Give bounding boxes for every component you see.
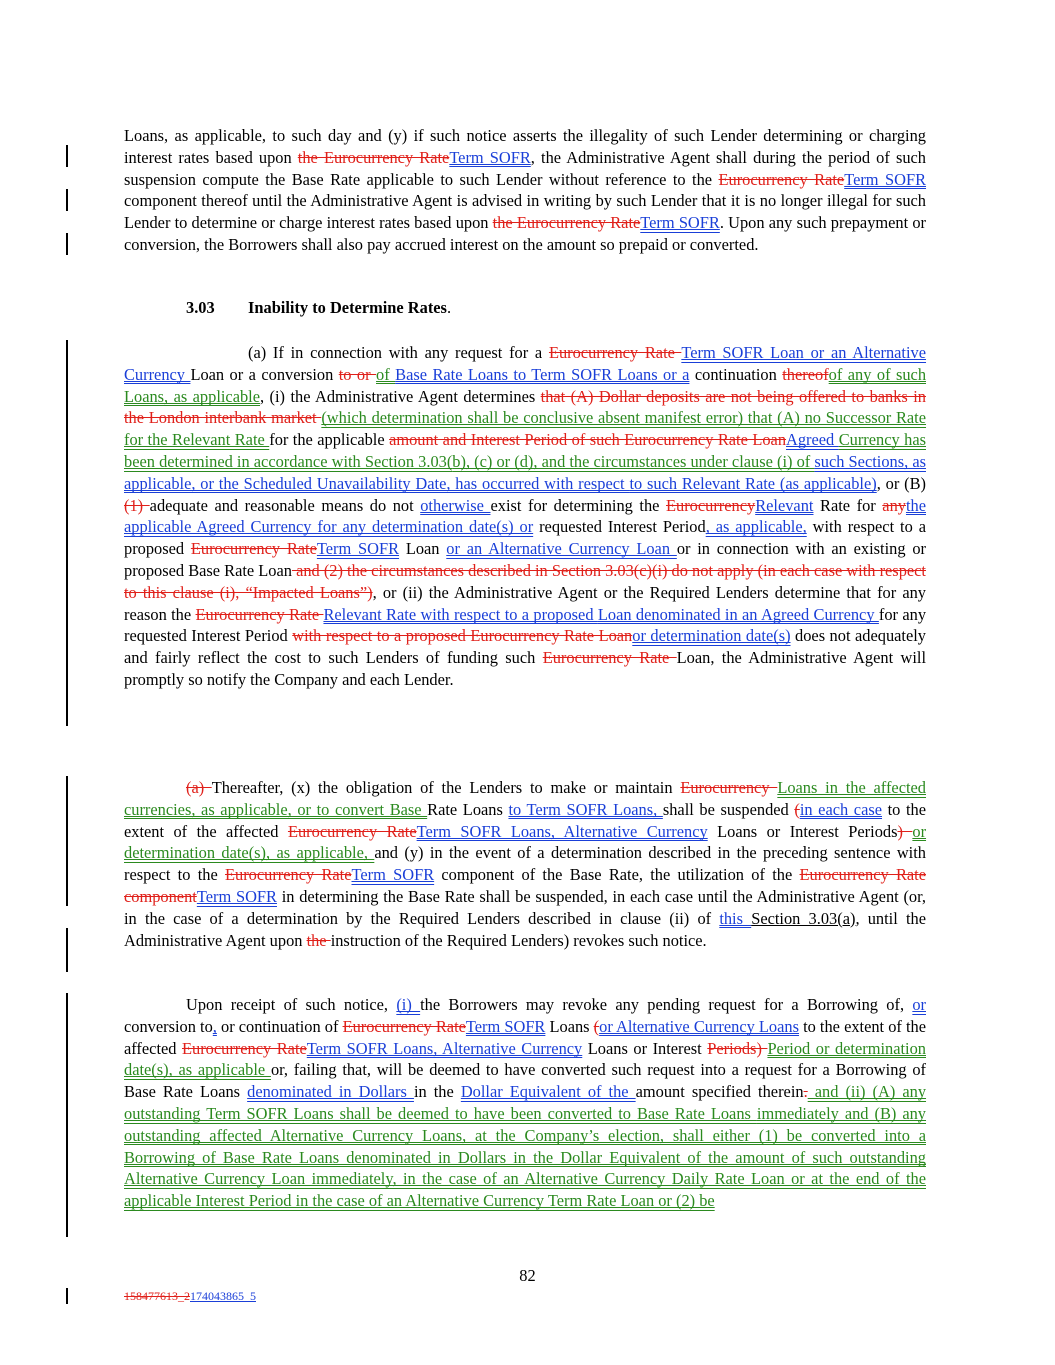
inserted-text: or determination date(s) [632, 626, 791, 646]
inserted-text-moved: immediately and (B) any outstanding affected Alternative Currency Loans, at the Company’s election, shall either (1) be converted into a Borrowing of Base Rate Loans denominated in Dollars in the Dollar Equivalent of the amount of such outstanding Alternative Currency Loan immediately, in the case of an Alternative Currency Daily Rate Loan or at the end of the applicable Interest Period in the case of an Alternative Currency Term Rate Loan or (2) be [124, 1103, 927, 1211]
deleted-text: and (2) the circumstances described in Section 3.03(c)(i) do not apply (in each case with respect to this clause (i), “Impacted Loans”) [124, 560, 926, 602]
text-run: does not adequately and fairly reflect the cost to such Lenders of funding such [124, 626, 926, 668]
deleted-text: Eurocurrency Rate [287, 821, 417, 841]
text-run: to the extent of the affected [124, 1016, 927, 1058]
inserted-text: Dollar Equivalent of the [460, 1082, 636, 1102]
inserted-text: this [719, 908, 752, 928]
inserted-text-moved: of any of such Loans, as applicable [124, 364, 927, 406]
text-run: Loan, the Administrative Agent will promptly so notify the Company and each Lender. [124, 648, 927, 689]
text-run: for any requested Interest Period [124, 604, 927, 646]
inserted-text: Term SOFR [351, 865, 435, 885]
text-run: , the Administrative Agent shall during the period of such suspension compute the Base Rate applicable to such Lender without reference to the [124, 147, 926, 189]
inserted-text-moved: Period or determination date(s), as applicable [124, 1038, 926, 1080]
deleted-text: with respect to a proposed Eurocurrency Rate Loan [292, 626, 633, 646]
text-run: the Borrowers may revoke any pending request for a Borrowing of, [420, 995, 913, 1014]
text-run: , (i) the Administrative Agent determines [260, 386, 541, 406]
section-title-period: . [446, 298, 452, 317]
deleted-text: (a) [186, 778, 212, 797]
deleted-text: ( [593, 1016, 600, 1036]
change-bar [66, 340, 68, 726]
inserted-text-moved: or determination date(s), as applicable, [124, 821, 927, 863]
inserted-text: Agreed [786, 430, 839, 450]
inserted-text: (i) [396, 995, 421, 1014]
text-run: component thereof until the Administrative Agent is advised in writing by such Lender that it is no longer illegal for such Lender to determine or charge interest rates based upon [124, 191, 926, 233]
text-run: Thereafter, (x) the obligation of the Lenders to make or maintain [211, 778, 681, 797]
change-bar [66, 189, 68, 211]
inserted-text-moved: of [376, 364, 396, 384]
text-run: or continuation of [216, 1016, 343, 1036]
document-id-inserted: 174043865_5 [190, 1289, 256, 1303]
deleted-text: ( [794, 799, 800, 819]
text-run: (a) If in connection with any request for a [248, 343, 549, 362]
deleted-text: the Eurocurrency Rate [297, 147, 450, 167]
inserted-text-moved: b), (c) or (d), and the circumstances under clause (i) of [452, 451, 815, 471]
inserted-text: Base Rate Loans to Term SOFR Loans or a [395, 364, 690, 384]
change-bar [66, 233, 68, 255]
text-run: with respect to a proposed [124, 517, 926, 559]
deleted-text: amount and Interest Period of such Eurocurrency Rate Loan [389, 430, 787, 450]
text-run: Upon receipt of such notice, [186, 995, 397, 1014]
inserted-text: denominated in Dollars [247, 1082, 414, 1102]
deleted-text: the [306, 930, 331, 950]
inserted-text: Term SOFR [316, 539, 400, 559]
inserted-text: Term SOFR [640, 213, 720, 233]
inserted-text: the applicable Agreed Currency for any determination date(s) or [124, 495, 926, 537]
deleted-text: that (A) Dollar deposits are not being offered to banks in the London interbank market [124, 386, 926, 428]
text-run: , until the Administrative Agent upon [124, 908, 926, 950]
paragraph-3-03-a [124, 342, 926, 691]
text-run: , or (B) [876, 473, 927, 493]
text-run: Loan [399, 539, 447, 559]
text-run: . Upon any such prepayment or conversion, the Borrowers shall also pay accrued interest on the amount so prepaid or converted. [124, 213, 926, 254]
text-run: Loans or Interest Periods [707, 821, 898, 841]
inserted-text: Term SOFR Loan or an Alternative Currency [124, 343, 927, 384]
text-run: component of the Base Rate, the utilization of the [434, 865, 800, 885]
deleted-text: Eurocurrency Rate component [124, 865, 926, 906]
text-run: Rate Loans [427, 799, 509, 819]
deleted-text: ) [897, 821, 913, 841]
deleted-text: Periods) [707, 1038, 768, 1058]
deleted-text: Eurocurrency Rate [190, 539, 317, 559]
text-run: for the applicable [269, 430, 390, 450]
deleted-text: thereof [782, 364, 829, 384]
section-title: Inability to Determine Rates [248, 298, 447, 317]
document-id [124, 1289, 256, 1304]
text-run: continuation [689, 364, 783, 384]
inserted-text: Relevant [755, 495, 814, 515]
inserted-text: Loan denominated in an Agreed Currency [597, 604, 879, 624]
deleted-text: Eurocurrency Rate [225, 865, 352, 885]
section-number: 3.03 [186, 298, 215, 317]
text-run: in the [413, 1082, 461, 1102]
inserted-text-moved: and (ii) (A) any outstanding Term SOFR Loans shall be deemed to have been converted to Base Rate Loans [124, 1082, 927, 1123]
text-run: Loans or Interest [582, 1038, 708, 1058]
text-run: and (y) in the event of a determination described in the preceding sentence with respect to the [124, 843, 926, 885]
inserted-text: Term SOFR Loans, Alternative Currency [416, 821, 708, 841]
inserted-text: Relevant Rate with respect to a proposed [323, 604, 598, 624]
deleted-text: . [803, 1082, 808, 1102]
inserted-text-moved: (which determination shall be conclusive absent manifest error) that (A) no Successor Rate for the Relevant Rate [124, 408, 927, 450]
underlined-reference: Section 3.03(a) [751, 908, 856, 928]
text-run: requested Interest Period [533, 517, 706, 537]
inserted-text: , [212, 1016, 217, 1036]
deleted-text: Eurocurrency Rate [548, 343, 682, 362]
text-run: exist for determining the [490, 495, 666, 515]
page-number: 82 [519, 1266, 536, 1285]
inserted-text-moved: Loans in the affected currencies, as applicable, or to convert Base [124, 778, 926, 819]
text-run: , or (ii) the Administrative Agent or the Required Lenders determine that for any reason the [124, 582, 927, 624]
change-bar [66, 993, 68, 1237]
deleted-text: the Eurocurrency Rate [492, 213, 641, 233]
deleted-text: (1) [124, 495, 150, 515]
text-run: conversion to [124, 1016, 213, 1036]
inserted-text: , as applicable, [705, 517, 807, 537]
inserted-text-moved: Currency has been determined in accordance with Section 3.03( [124, 430, 926, 471]
inserted-text: to Term SOFR Loans, [508, 799, 663, 819]
text-run: shall be suspended [662, 799, 795, 819]
text-run: adequate and reasonable means do not [149, 495, 421, 515]
deleted-text: Eurocurrency Rate [718, 169, 845, 189]
text-run: instruction of the Required Lenders) revokes such notice. [330, 930, 707, 950]
deleted-text: any [882, 495, 906, 515]
document-id-deleted: 158477613_2 [124, 1289, 190, 1303]
change-bar [66, 1288, 68, 1304]
text-run: Loans, as applicable, to such day and (y) if such notice asserts the illegality of such Lender determining or charging interest rates based upon [124, 126, 926, 167]
paragraph-thereafter [124, 777, 926, 951]
inserted-text: Term SOFR [465, 1016, 546, 1036]
inserted-text: or Alternative Currency Loans [599, 1016, 799, 1036]
inserted-text: in each case [799, 799, 883, 819]
deleted-text: Eurocurrency [680, 778, 778, 797]
inserted-text: Term SOFR [449, 147, 531, 167]
inserted-text: or an Alternative Currency Loan [446, 539, 677, 559]
deleted-text: Eurocurrency Rate [342, 1016, 466, 1036]
inserted-text: such Sections, as applicable, or the Scheduled Unavailability Date, has occurred with respect [124, 451, 926, 493]
paragraph-upon-receipt [124, 994, 926, 1212]
text-run: Rate for [813, 495, 883, 515]
deleted-text: to or [338, 364, 377, 384]
text-run: Loan or a conversion [190, 364, 339, 384]
inserted-text: or [912, 995, 926, 1014]
change-bar [66, 928, 68, 972]
section-heading [186, 298, 451, 318]
inserted-text: to such Relevant Rate (as applicable) [629, 473, 877, 493]
inserted-text: Term SOFR Loans, Alternative Currency [306, 1038, 583, 1058]
deleted-text: Eurocurrency [666, 495, 756, 515]
inserted-text: Term SOFR [196, 886, 277, 906]
deleted-text: Eurocurrency Rate [182, 1038, 307, 1058]
paragraph-1 [124, 125, 926, 256]
inserted-text: otherwise [420, 495, 491, 515]
text-run: or in connection with an existing or proposed Base Rate Loan [124, 539, 926, 580]
deleted-text: Eurocurrency Rate [542, 648, 677, 668]
text-run: to the extent of the affected [124, 799, 926, 841]
text-run: amount specified therein [635, 1082, 804, 1102]
text-run: in determining the Base Rate shall be suspended, in each case until the Administrative Agent (or, in the case of a determination by the Required Lenders described in clause (ii) of [124, 886, 927, 928]
text-run: or, failing that, will be deemed to have converted such request into a request for a Borrowing of Base Rate Loans [124, 1060, 926, 1102]
deleted-text: Eurocurrency Rate [195, 604, 324, 624]
change-bar [66, 145, 68, 167]
change-bar [66, 776, 68, 906]
text-run: Loans [545, 1016, 594, 1036]
inserted-text: Term SOFR [844, 169, 927, 189]
